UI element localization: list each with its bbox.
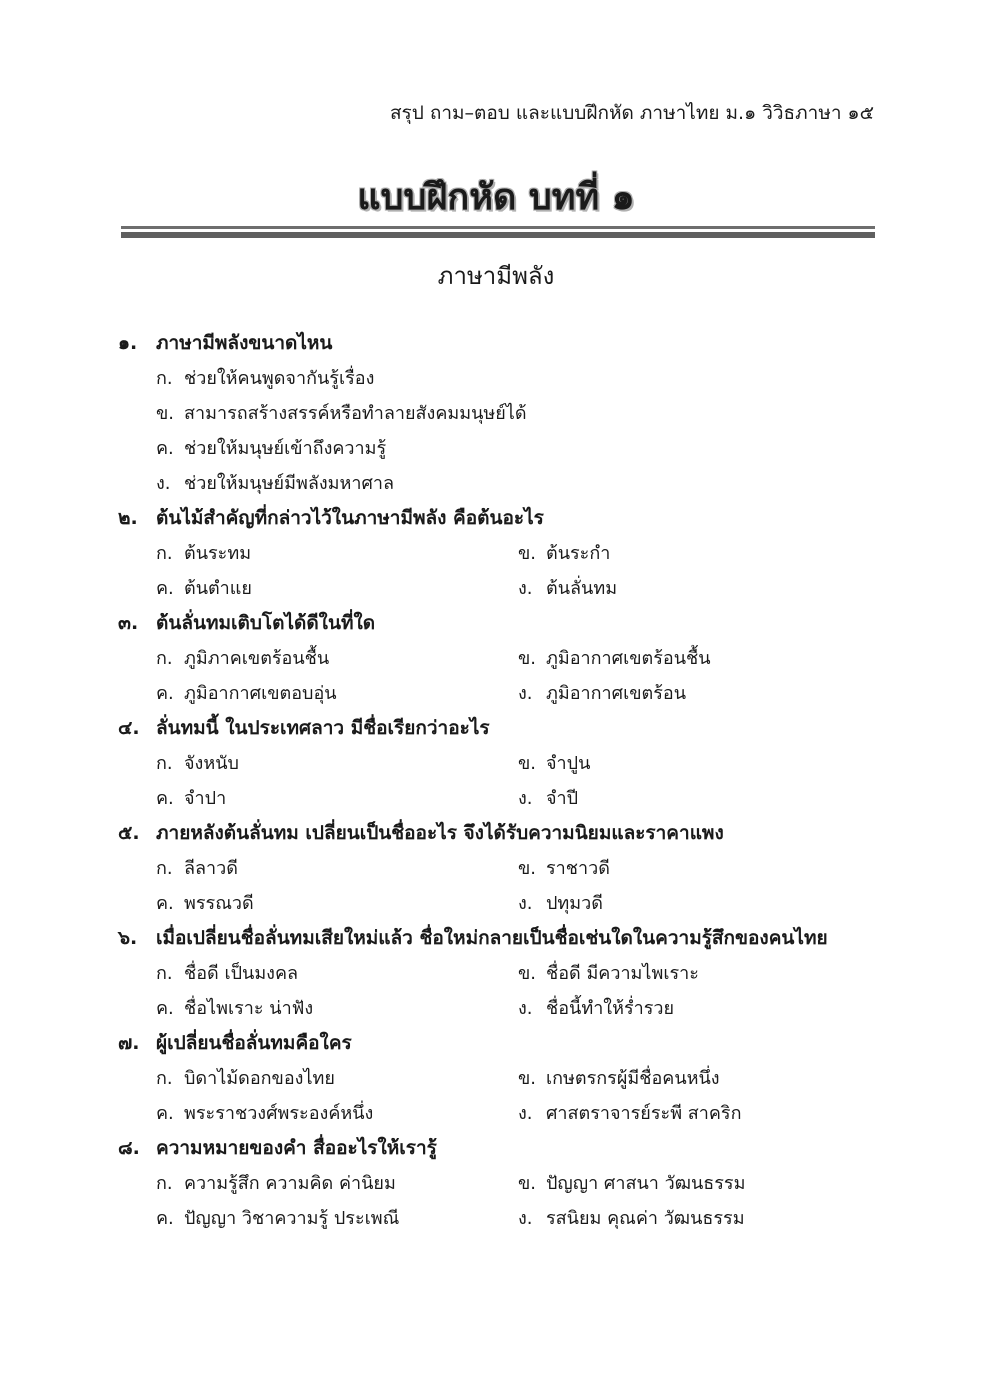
option-label: ค. (156, 578, 174, 599)
question-text: ต้นลั่นทมเติบโตได้ดีในที่ใด (156, 612, 376, 634)
option-text: ภูมิภาคเขตร้อนชื้น (184, 648, 330, 669)
option-b (518, 1168, 880, 1203)
option-label: ข. (156, 403, 175, 424)
option-text: ชื่อนี้ทำให้ร่ำรวย (546, 998, 675, 1019)
question-stem (118, 713, 898, 748)
option-grid (118, 1168, 898, 1238)
option-label: ข. (518, 858, 537, 879)
option-b (518, 853, 880, 888)
option-a (156, 643, 518, 678)
option-label: ข. (518, 753, 537, 774)
question-number: ๕. (118, 822, 140, 844)
option-label: ข. (518, 1068, 537, 1089)
option-text: ต้นลั่นทม (546, 578, 618, 599)
option-text: จำปา (184, 788, 227, 809)
option-d (518, 888, 880, 923)
option-b (518, 748, 880, 783)
question-text: ภายหลังต้นลั่นทม เปลี่ยนเป็นชื่ออะไร จึงได้รับความนิยมและราคาแพง (156, 822, 724, 844)
question-number: ๖. (118, 927, 138, 949)
option-list (118, 363, 898, 503)
option-label: ค. (156, 788, 174, 809)
option-label: ค. (156, 893, 174, 914)
option-label: ก. (156, 963, 173, 984)
option-a (156, 1063, 518, 1098)
option-text: ปทุมวดี (546, 893, 603, 914)
option-grid (118, 853, 898, 923)
question-6 (118, 923, 898, 1028)
option-a (156, 538, 518, 573)
option-b (518, 538, 880, 573)
question-text: ความหมายของคำ สื่ออะไรให้เรารู้ (156, 1137, 437, 1159)
option-text: ปัญญา วิชาความรู้ ประเพณี (184, 1208, 400, 1229)
option-c (156, 573, 518, 608)
option-c (156, 993, 518, 1028)
option-d (518, 1098, 880, 1133)
option-c (156, 678, 518, 713)
option-grid (118, 1063, 898, 1133)
option-label: ง. (518, 578, 533, 599)
question-number: ๗. (118, 1032, 140, 1054)
option-a (156, 958, 518, 993)
option-label: ง. (518, 998, 533, 1019)
option-b (156, 398, 898, 433)
page-header: สรุป ถาม–ตอบ และแบบฝึกหัด ภาษาไทย ม.๑ วิวิธภาษา ๑๕ (389, 102, 874, 124)
question-stem (118, 608, 898, 643)
question-7 (118, 1028, 898, 1133)
option-grid (118, 643, 898, 713)
option-label: ก. (156, 1173, 173, 1194)
option-d (518, 993, 880, 1028)
option-grid (118, 538, 898, 608)
option-label: ค. (156, 998, 174, 1019)
question-number: ๔. (118, 717, 140, 739)
option-grid (118, 748, 898, 818)
question-8 (118, 1133, 898, 1238)
option-text: ภูมิอากาศเขตร้อน (546, 683, 687, 704)
option-text: ราชาวดี (546, 858, 610, 879)
option-b (518, 958, 880, 993)
question-list (118, 328, 898, 1238)
option-label: ค. (156, 1208, 174, 1229)
option-text: ช่วยให้มนุษย์มีพลังมหาศาล (184, 473, 395, 494)
question-stem (118, 503, 898, 538)
option-label: ง. (518, 1208, 533, 1229)
option-label: ง. (518, 788, 533, 809)
option-text: ปัญญา ศาสนา วัฒนธรรม (546, 1173, 746, 1194)
option-c (156, 1203, 518, 1238)
option-text: จังหนับ (184, 753, 239, 774)
option-a (156, 748, 518, 783)
option-text: ภูมิอากาศเขตร้อนชื้น (546, 648, 711, 669)
option-text: ชื่อดี มีความไพเราะ (546, 963, 699, 984)
question-5 (118, 818, 898, 923)
question-1 (118, 328, 898, 503)
title-divider-thin (121, 226, 875, 229)
option-d (156, 468, 898, 503)
option-a (156, 363, 898, 398)
option-label: ค. (156, 1103, 174, 1124)
question-stem (118, 923, 898, 958)
option-label: ข. (518, 963, 537, 984)
option-c (156, 433, 898, 468)
option-label: ข. (518, 543, 537, 564)
option-label: ก. (156, 753, 173, 774)
option-b (518, 643, 880, 678)
option-d (518, 1203, 880, 1238)
option-label: ก. (156, 368, 173, 389)
option-text: ช่วยให้คนพูดจากันรู้เรื่อง (184, 368, 375, 389)
question-number: ๓. (118, 612, 139, 634)
question-4 (118, 713, 898, 818)
option-a (156, 853, 518, 888)
option-label: ก. (156, 858, 173, 879)
option-text: ภูมิอากาศเขตอบอุ่น (184, 683, 337, 704)
option-text: ต้นระทม (184, 543, 252, 564)
option-text: จำปี (546, 788, 579, 809)
option-text: บิดาไม้ดอกของไทย (184, 1068, 335, 1089)
option-label: ง. (518, 1103, 533, 1124)
option-label: ง. (156, 473, 171, 494)
option-d (518, 678, 880, 713)
question-stem (118, 1133, 898, 1168)
option-label: ข. (518, 648, 537, 669)
title-divider-thick (121, 232, 875, 238)
option-text: ช่วยให้มนุษย์เข้าถึงความรู้ (184, 438, 387, 459)
question-2 (118, 503, 898, 608)
question-stem (118, 818, 898, 853)
option-text: ลีลาวดี (184, 858, 238, 879)
option-label: ง. (518, 683, 533, 704)
option-c (156, 783, 518, 818)
option-d (518, 573, 880, 608)
option-text: ชื่อดี เป็นมงคล (184, 963, 299, 984)
question-text: เมื่อเปลี่ยนชื่อลั่นทมเสียใหม่แล้ว ชื่อใหม่กลายเป็นชื่อเช่นใดในความรู้สึกของคนไทย (156, 927, 828, 949)
option-text: พระราชวงศ์พระองค์หนึ่ง (184, 1103, 374, 1124)
option-label: ค. (156, 438, 174, 459)
option-label: ง. (518, 893, 533, 914)
question-text: ผู้เปลี่ยนชื่อลั่นทมคือใคร (156, 1032, 352, 1054)
chapter-subtitle: ภาษามีพลัง (437, 262, 555, 290)
option-text: สามารถสร้างสรรค์หรือทำลายสังคมมนุษย์ได้ (184, 403, 527, 424)
option-text: ต้นระกำ (546, 543, 611, 564)
option-label: ก. (156, 648, 173, 669)
option-text: ชื่อไพเราะ น่าฟัง (184, 998, 314, 1019)
option-a (156, 1168, 518, 1203)
question-3 (118, 608, 898, 713)
question-number: ๑. (118, 332, 138, 354)
option-text: รสนิยม คุณค่า วัฒนธรรม (546, 1208, 745, 1229)
option-b (518, 1063, 880, 1098)
option-text: ต้นตำแย (184, 578, 252, 599)
question-text: ภาษามีพลังขนาดไหน (156, 332, 333, 354)
option-label: ค. (156, 683, 174, 704)
option-text: พรรณวดี (184, 893, 254, 914)
option-c (156, 888, 518, 923)
option-label: ข. (518, 1173, 537, 1194)
option-c (156, 1098, 518, 1133)
question-number: ๒. (118, 507, 138, 529)
option-text: จำปูน (546, 753, 591, 774)
exercise-title: แบบฝึกหัด บทที่ ๑ (357, 177, 635, 218)
question-number: ๘. (118, 1137, 140, 1159)
option-text: ความรู้สึก ความคิด ค่านิยม (184, 1173, 396, 1194)
question-text: ต้นไม้สำคัญที่กล่าวไว้ในภาษามีพลัง คือต้นอะไร (156, 507, 544, 529)
option-text: ศาสตราจารย์ระพี สาคริก (546, 1103, 742, 1124)
question-stem (118, 1028, 898, 1063)
option-grid (118, 958, 898, 1028)
question-text: ลั่นทมนี้ ในประเทศลาว มีชื่อเรียกว่าอะไร (156, 717, 490, 739)
option-label: ก. (156, 543, 173, 564)
question-stem (118, 328, 898, 363)
option-label: ก. (156, 1068, 173, 1089)
option-text: เกษตรกรผู้มีชื่อคนหนึ่ง (546, 1068, 720, 1089)
option-d (518, 783, 880, 818)
